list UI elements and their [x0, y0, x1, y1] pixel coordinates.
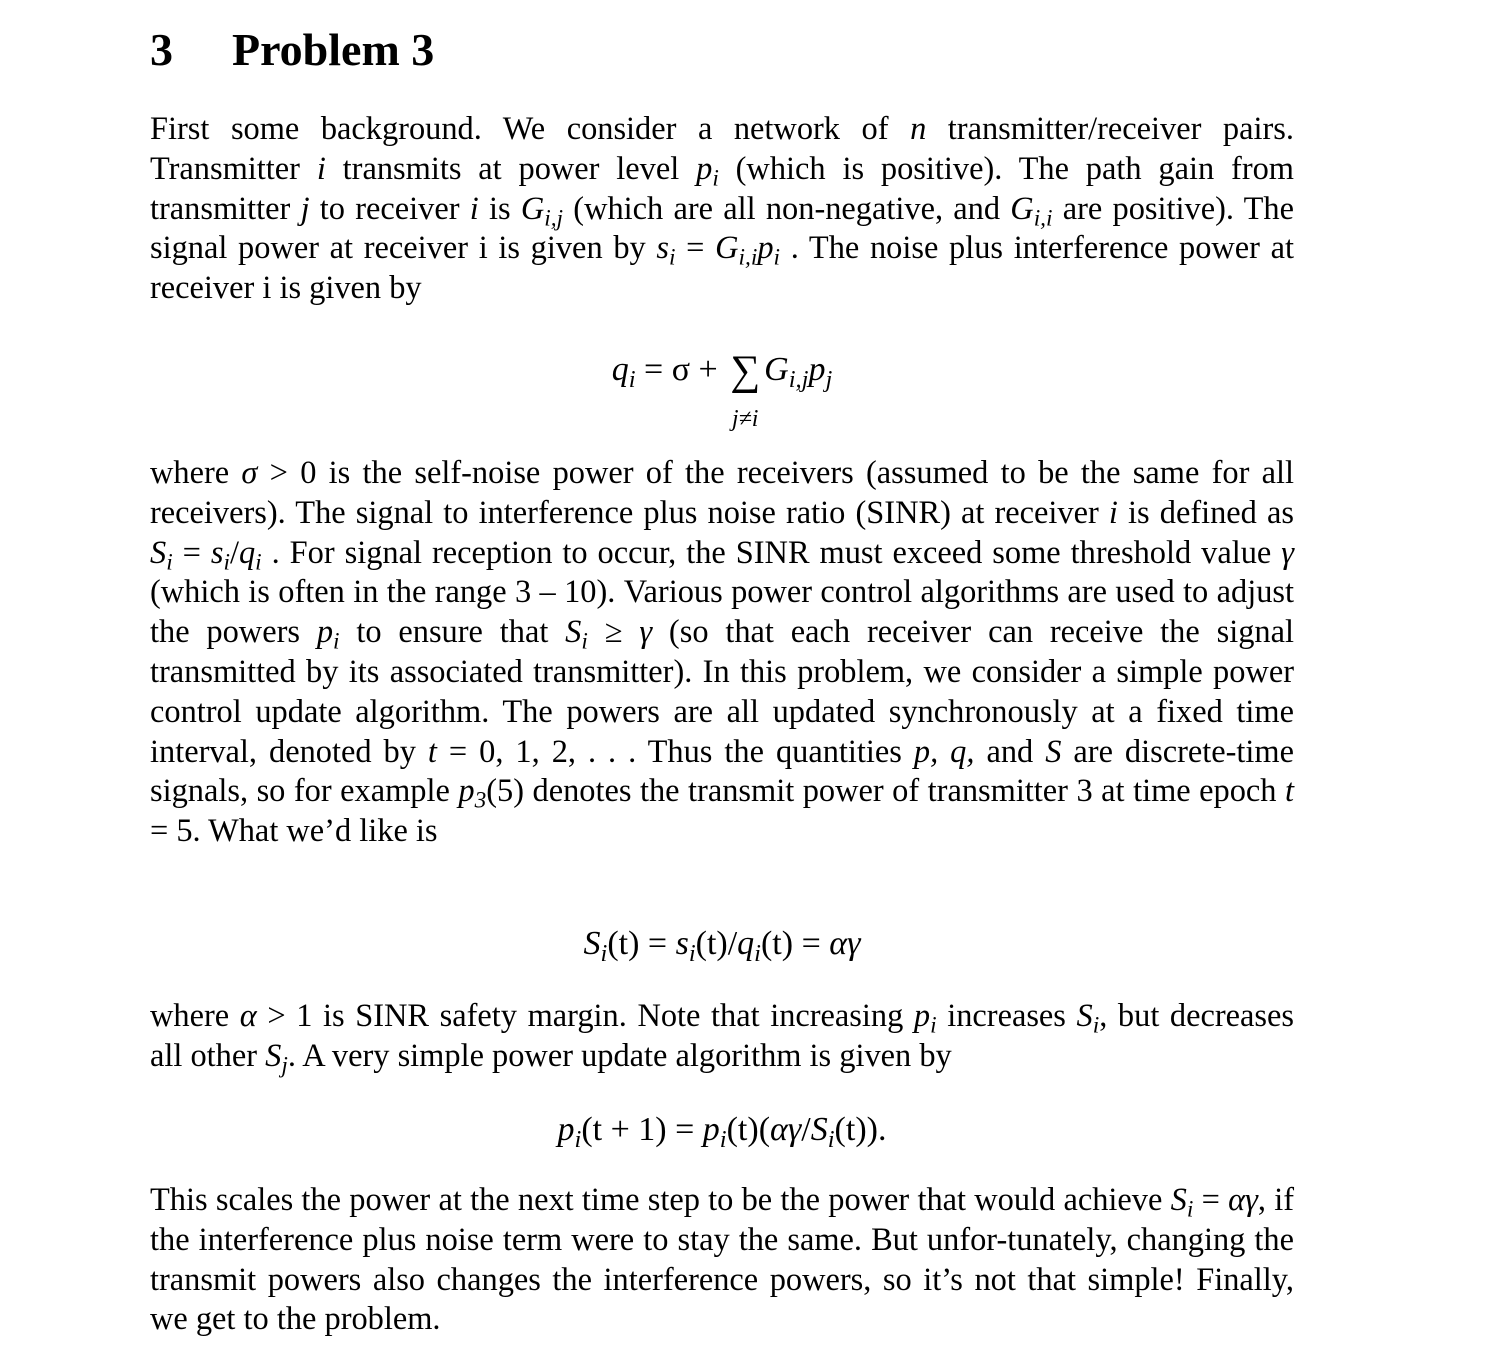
paragraph-sinr: where σ > 0 is the self-noise power of the receivers (assumed to be the same for all receivers). The signal to interference plus noise ratio (SINR) at receiver i is defined as $S_i = s_i/q_i$ . For signal reception to occur, the SINR must exceed some threshold value γ (which is often in the range 3 – 10). Various power control algorithms are used to adjust the powers $p_i$ to ensure that $S_i \ge \gamma$ (so that each receiver can receive the signal transmitted by its associated transmitter). In this problem, we consider a simple power control update algorithm. The powers are all updated synchronously at a fixed time interval, denoted by t = 0, 1, 2, . . . Thus the quantities p, q, and S are discrete-time signals, so for example $p_3(5)$ denotes the transmit power of transmitter 3 at time epoch t = 5. What we’d like is — [150, 455, 1295, 850]
sum-index: j≠i — [731, 405, 759, 432]
equation-power-update: $p_i(t + 1) = p_i(t)(\alpha\gamma/S_i(t))$. — [557, 1111, 887, 1153]
paragraph-background: First some background. We consider a network of n transmitter/receiver pairs. Transmitter i transmits at power level $p_i$ (which is positive). The path gain from transmitter j to receiver i is $G_{i,j}$ (which are all non-negative, and $G_{i,i}$ are positive). The signal power at receiver i is given by $s_i = G_{i,i}p_i$ . The noise plus interference power at receiver i is given by — [150, 111, 1295, 307]
section-title: Problem 3 — [232, 24, 435, 75]
sum-symbol: ∑ — [730, 347, 761, 394]
section-heading — [150, 22, 434, 78]
section-number: 3 — [150, 24, 173, 75]
summation — [730, 347, 761, 432]
paragraph-safety-margin: where α > 1 is SINR safety margin. Note that increasing $p_i$ increases $S_i$, but decreases all other $S_j$. A very simple power update algorithm is given by — [150, 998, 1294, 1079]
equation-target-sinr: $S_i(t) = s_i(t)/q_i(t) = \alpha\gamma$ — [583, 925, 861, 967]
paragraph-scaling: This scales the power at the next time step to be the power that would achieve $S_i = \alpha\gamma$, if the interference plus noise term were to stay the same. But unfor-tunately, changing the transmit powers also changes the interference powers, so it’s not that simple! Finally, we get to the problem. — [150, 1182, 1295, 1338]
equation-noise-interference: $q_i = \sigma$ + ∑ j≠i $G_{i,j}p_j$ — [150, 350, 1294, 394]
